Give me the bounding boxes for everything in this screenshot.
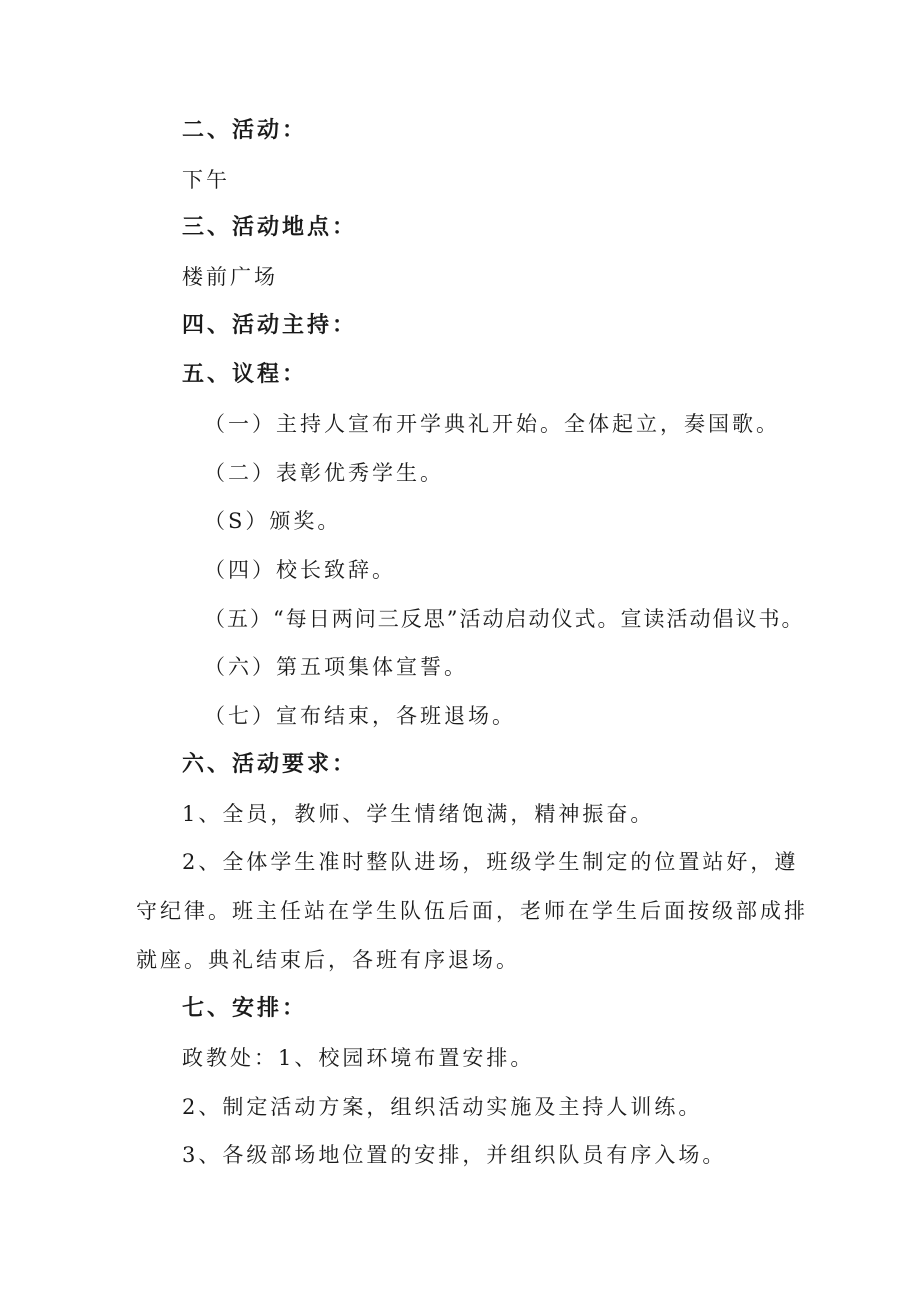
agenda-item-5: （五）“每日两问三反思”活动启动仪式。宣读活动倡议书。 <box>204 607 805 631</box>
heading-arrangement: 七、安排： <box>182 996 308 1021</box>
agenda-item-2: （二）表彰优秀学生。 <box>204 461 444 485</box>
arrangement-item-2: 2、制定活动方案，组织活动实施及主持人训练。 <box>182 1095 703 1119</box>
activity-time-text: 下午 <box>182 168 230 192</box>
agenda-item-7: （七）宣布结束，各班退场。 <box>204 704 516 728</box>
heading-agenda: 五、议程： <box>182 362 308 387</box>
heading-location: 三、活动地点： <box>182 215 358 240</box>
agenda-item-1: （一）主持人宣布开学典礼开始。全体起立，奏国歌。 <box>204 412 780 436</box>
location-text: 楼前广场 <box>182 265 278 289</box>
requirement-item-2-line-2: 守纪律。班主任站在学生队伍后面，老师在学生后面按级部成排 <box>136 899 808 923</box>
heading-host: 四、活动主持： <box>182 313 358 338</box>
agenda-item-6: （六）第五项集体宣誓。 <box>204 655 468 679</box>
heading-activity: 二、活动： <box>182 118 308 143</box>
arrangement-item-3: 3、各级部场地位置的安排，并组织队员有序入场。 <box>182 1143 727 1167</box>
agenda-item-3: （S）颁奖。 <box>204 509 342 533</box>
requirement-item-2-line-1: 2、全体学生准时整队进场，班级学生制定的位置站好，遵 <box>182 850 799 874</box>
heading-requirements: 六、活动要求： <box>182 752 358 777</box>
requirement-item-2-line-3: 就座。典礼结束后，各班有序退场。 <box>136 948 520 972</box>
requirement-item-1: 1、全员，教师、学生情绪饱满，精神振奋。 <box>182 802 655 826</box>
arrangement-item-1: 政教处：1、校园环境布置安排。 <box>182 1046 535 1070</box>
agenda-item-4: （四）校长致辞。 <box>204 558 396 582</box>
